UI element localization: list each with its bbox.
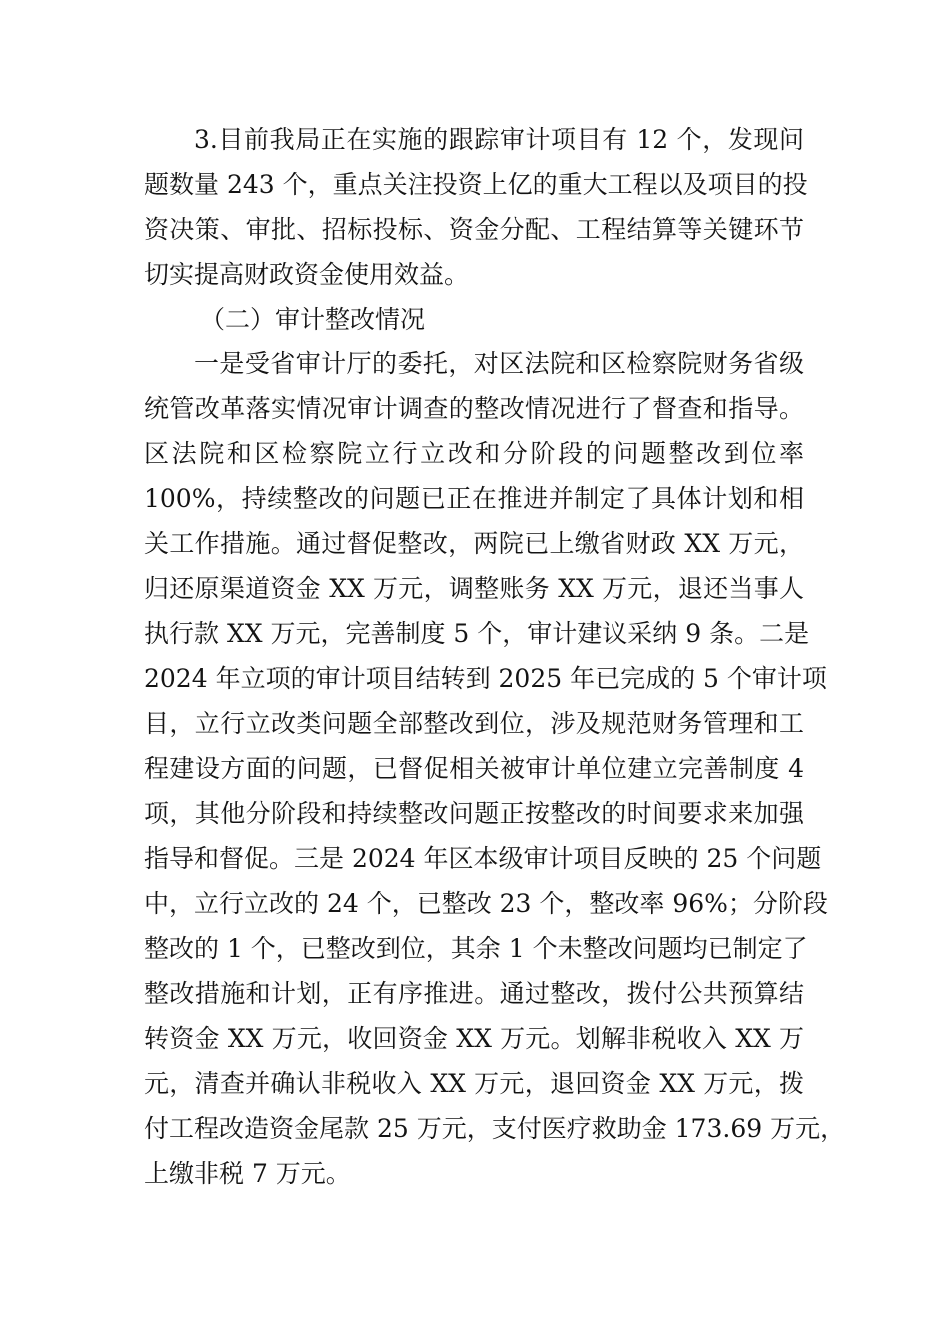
paragraph-line: 区法院和区检察院立行立改和分阶段的问题整改到位率 bbox=[144, 439, 804, 468]
paragraph-line: 整改措施和计划，正有序推进。通过整改，拨付公共预算结 bbox=[144, 979, 804, 1008]
paragraph-line: 程建设方面的问题，已督促相关被审计单位建立完善制度 4 bbox=[144, 754, 804, 783]
paragraph-line: 切实提高财政资金使用效益。 bbox=[144, 260, 470, 289]
paragraph-line: 100%，持续整改的问题已正在推进并制定了具体计划和相 bbox=[144, 484, 804, 513]
paragraph-line: 中，立行立改的 24 个，已整改 23 个，整改率 96%；分阶段 bbox=[144, 889, 828, 918]
paragraph-line: 3.目前我局正在实施的跟踪审计项目有 12 个，发现问 bbox=[194, 125, 804, 154]
paragraph-line: 执行款 XX 万元，完善制度 5 个，审计建议采纳 9 条。二是 bbox=[144, 619, 810, 648]
paragraph-line: 目，立行立改类问题全部整改到位，涉及规范财务管理和工 bbox=[144, 709, 804, 738]
paragraph-line: 元，清查并确认非税收入 XX 万元，退回资金 XX 万元，拨 bbox=[144, 1069, 804, 1098]
paragraph-line: 转资金 XX 万元，收回资金 XX 万元。划解非税收入 XX 万 bbox=[144, 1024, 804, 1053]
paragraph-line: 一是受省审计厅的委托，对区法院和区检察院财务省级 bbox=[194, 349, 804, 378]
paragraph-line: 上缴非税 7 万元。 bbox=[144, 1159, 351, 1188]
paragraph-line: 指导和督促。三是 2024 年区本级审计项目反映的 25 个问题 bbox=[144, 844, 822, 873]
paragraph-line: 题数量 243 个，重点关注投资上亿的重大工程以及项目的投 bbox=[144, 170, 808, 199]
paragraph-line: 项，其他分阶段和持续整改问题正按整改的时间要求来加强 bbox=[144, 799, 804, 828]
paragraph-line: 归还原渠道资金 XX 万元，调整账务 XX 万元，退还当事人 bbox=[144, 574, 804, 603]
paragraph-line: 整改的 1 个，已整改到位，其余 1 个未整改问题均已制定了 bbox=[144, 934, 808, 963]
section-heading: （二）审计整改情况 bbox=[200, 305, 426, 334]
paragraph-line: 资决策、审批、招标投标、资金分配、工程结算等关键环节 bbox=[144, 215, 804, 244]
paragraph-line: 统管改革落实情况审计调查的整改情况进行了督查和指导。 bbox=[144, 394, 804, 423]
paragraph-line: 付工程改造资金尾款 25 万元，支付医疗救助金 173.69 万元， bbox=[144, 1114, 846, 1143]
paragraph-line: 关工作措施。通过督促整改，两院已上缴省财政 XX 万元， bbox=[144, 529, 804, 558]
paragraph-line: 2024 年立项的审计项目结转到 2025 年已完成的 5 个审计项 bbox=[144, 664, 827, 693]
